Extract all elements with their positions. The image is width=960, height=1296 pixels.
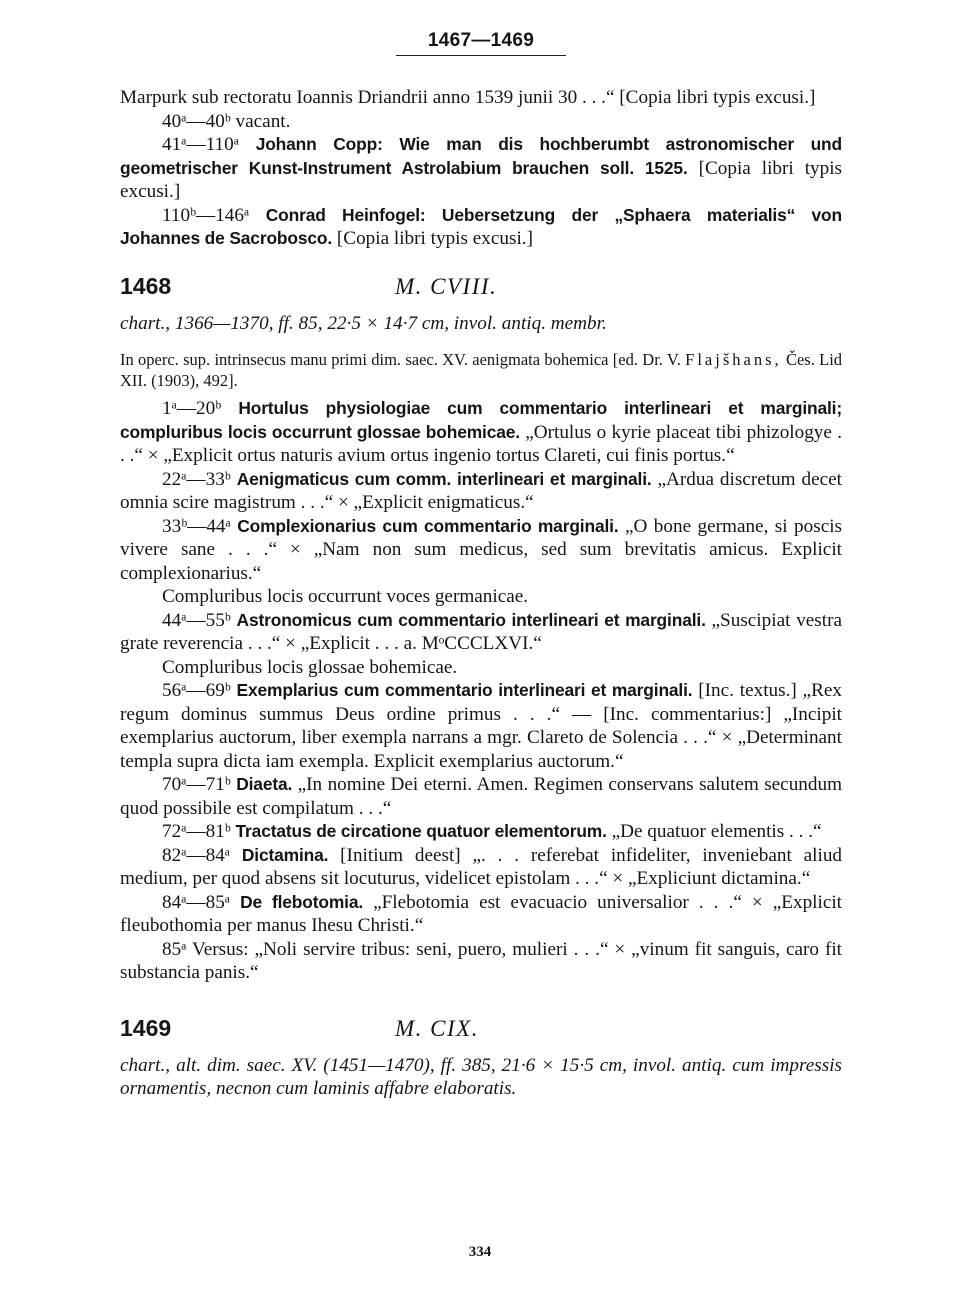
note-name: Flajšhans, <box>685 350 782 369</box>
item-folio: 56ᵃ—69ᵇ <box>162 680 231 701</box>
list-item <box>120 656 842 680</box>
entry-1469-heading <box>120 1015 842 1042</box>
entry-1468-heading <box>120 273 842 300</box>
list-item <box>120 515 842 586</box>
list-item <box>120 938 842 985</box>
item-text: „O bone germane, si poscis vivere sane . . .“ × „Nam non sum medicus, sed sum brevitatis amicus. Explicit complexionarius.“ <box>120 515 843 584</box>
list-item <box>120 585 842 609</box>
entry-shelfmark: M. CVIII. <box>395 273 498 299</box>
continuation-block <box>120 86 842 251</box>
copp-item <box>120 133 842 204</box>
list-item <box>120 468 842 515</box>
list-item <box>120 773 842 820</box>
item-title: Exemplarius cum commentario interlineari et marginali. <box>236 680 693 700</box>
item-folio: 72ᵃ—81ᵇ <box>162 821 231 842</box>
item-text: „Suscipiat vestra grate reverencia . . .“ × „Explicit . . . a. MᵒCCCLXVI.“ <box>120 609 843 654</box>
list-item <box>120 679 842 773</box>
item-title: Tractatus de circatione quatuor elementorum. <box>235 821 607 841</box>
item-title: Hortulus physiologiae cum commentario interlineari et marginali; compluribus locis occurrunt glossae bohemicae. <box>120 398 843 442</box>
item-text: „Flebotomia est evacuacio universalior . . .“ × „Explicit fleubothomia per manus Ihesu Christi.“ <box>120 891 843 936</box>
note-part-a: In operc. sup. intrinsecus manu primi dim. saec. XV. aenigmata bohemica [ed. Dr. V. <box>120 350 681 369</box>
copp-folio: 41ᵃ—110ᵃ <box>162 134 239 155</box>
item-text: [Inc. textus.] „Rex regum dominus summus Deus ordine primus . . .“ — [Inc. commentarius:] „Incipit exemplarius auctorum, liber exempla narrans a mgr. Clareto de Solencia . . .“ × „Determinant templa supra dicta iam exempla. Explicit exemplarius auctorum.“ <box>120 680 842 772</box>
item-folio: 70ᵃ—71ᵇ <box>162 774 231 795</box>
item-title: Complexionarius cum commentario marginali. <box>237 515 619 536</box>
entry-shelfmark: M. CIX. <box>395 1015 479 1041</box>
header-rule <box>396 55 566 56</box>
entry-1468-description: chart., 1366—1370, ff. 85, 22·5 × 14·7 cm, invol. antiq. membr. <box>120 312 607 334</box>
entry-number: 1468 <box>120 272 172 299</box>
item-text: Compluribus locis occurrunt voces germanicae. <box>162 586 529 607</box>
entry-1468-items <box>120 397 842 985</box>
item-text: Versus: „Noli servire tribus: seni, puero, mulieri . . .“ × „vinum fit sanguis, caro fit substancia panis.“ <box>120 938 842 983</box>
item-title: Aenigmaticus cum comm. interlineari et marginali. <box>236 468 652 489</box>
item-folio: 33ᵇ—44ᵃ <box>162 515 231 537</box>
item-text: Compluribus locis glossae bohemicae. <box>162 656 458 678</box>
heinfogel-item <box>120 204 842 251</box>
vacant-line: 40ᵃ—40ᵇ vacant. <box>162 110 291 132</box>
list-item <box>120 820 842 844</box>
list-item <box>120 397 842 468</box>
item-text: „Ardua discretum decet omnia scire magistrum . . .“ × „Explicit enigmaticus.“ <box>120 468 842 513</box>
copp-note: [Copia libri typis excusi.] <box>120 157 843 202</box>
item-title: Dictamina. <box>241 844 329 865</box>
item-folio: 82ᵃ—84ᵃ <box>162 844 231 866</box>
copp-title: Johann Copp: Wie man dis hochberumbt astronomischer und geometrischer Kunst-Instrument Astrolabium brauchen soll. 1525. <box>120 134 842 178</box>
list-item <box>120 844 842 891</box>
heinfogel-title: Conrad Heinfogel: Uebersetzung der „Sphaera materialis“ von Johannes de Sacrobosco. <box>120 204 842 248</box>
item-folio: 22ᵃ—33ᵇ <box>162 468 231 490</box>
item-text: „De quatuor elementis . . .“ <box>606 821 822 842</box>
running-header: 1467—1469 <box>427 30 535 51</box>
item-folio: 84ᵃ—85ᵃ <box>162 891 231 913</box>
page-number: 334 <box>468 1244 492 1260</box>
item-folio: 44ᵃ—55ᵇ <box>162 609 231 631</box>
heinfogel-folio: 110ᵇ—146ᵃ <box>162 204 250 226</box>
item-text: „In nomine Dei eterni. Amen. Regimen conservans salutem secundum quod possibile est compilatum . . .“ <box>120 774 842 819</box>
item-title: Astronomicus cum commentario interlineari et marginali. <box>236 609 706 630</box>
item-title: Diaeta. <box>236 774 293 794</box>
continuation-line-1: Marpurk sub rectoratu Ioannis Driandrii anno 1539 junii 30 . . .“ [Copia libri typis excusi.] <box>120 87 816 108</box>
page-body <box>120 30 842 1101</box>
item-folio: 85ᵃ <box>162 938 187 960</box>
item-text: „Ortulus o kyrie placeat tibi phizologye . . .“ × „Explicit ortus naturis avium ortus ingenio tortus Clareti, cui finis portus.“ <box>120 421 842 466</box>
entry-number: 1469 <box>120 1014 172 1041</box>
heinfogel-note: [Copia libri typis excusi.] <box>336 228 533 249</box>
item-folio: 1ᵃ—20ᵇ <box>162 398 222 419</box>
item-title: De flebotomia. <box>240 891 364 912</box>
note-part-b: Čes. Lid XII. (1903), 492]. <box>120 350 843 390</box>
list-item <box>120 609 842 656</box>
entry-1469-description: chart., alt. dim. saec. XV. (1451—1470), ff. 385, 21·6 × 15·5 cm, invol. antiq. cum impressis ornamentis, necnon cum laminis affabre elaboratis. <box>120 1054 842 1099</box>
item-text: [Initium deest] „. . . referebat infideliter, inveniebant aliud medium, per quod absens sit locuturus, videlicet epistolam . . .“ × „Expliciunt dictamina.“ <box>120 844 843 889</box>
entry-1468-note <box>120 349 842 391</box>
list-item <box>120 891 842 938</box>
